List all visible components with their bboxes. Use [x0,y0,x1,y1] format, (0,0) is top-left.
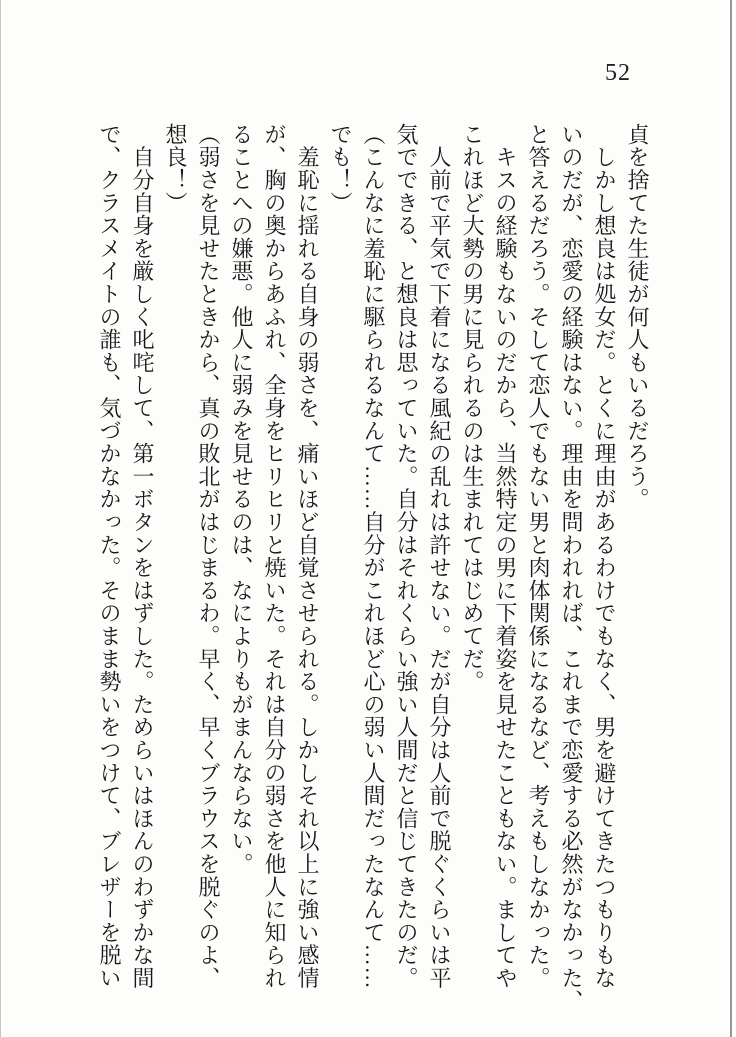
vertical-text-block [93,123,654,1013]
text-line-17: で、クラスメイトの誰も、気づかなかった。そのまま勢いをつけて、ブレザーを脱い [97,123,122,990]
page-number: 52 [605,60,631,86]
text-line-8: 気でできる、と想良は思っていた。自分はそれくらい強い人間だと信じてきたのだ。 [394,123,419,990]
text-line-5: キスの経験もないのだから、当然特定の男に下着姿を見せたこともない。ましてや [493,123,518,990]
text-line-3: いのだが、恋愛の経験はない。理由を問われれば、これまで恋愛する必然がなかった、 [559,123,584,1013]
text-line-2: しかし想良は処女だ。とくに理由があるわけでもなく、男を避けてきたつもりもな [592,123,617,990]
text-line-11: 羞恥に揺れる自身の弱さを、痛いほど自覚させられる。しかしそれ以上に強い感情 [295,123,320,990]
text-line-7: 人前で平気で下着になる風紀の乱れは許せない。だが自分は人前で脱ぐくらいは平 [427,123,452,990]
text-line-9: （こんなに羞恥に駆られるなんて……自分がこれほど心の弱い人間だったなんて…… [361,123,386,990]
text-line-4: と答えるだろう。そして恋人でもない男と肉体関係になるなど、考えもしなかった。 [526,123,551,990]
text-line-6: これほど大勢の男に見られるのは生まれてはじめてだ。 [460,123,485,693]
text-line-1: 貞を捨てた生徒が何人もいるだろう。 [625,123,650,511]
text-line-10: でも！） [328,123,353,215]
page-left-edge [0,0,1,1037]
text-line-13: ることへの嫌悪。他人に弱みを見せるのは、なによりもがまんならない。 [229,123,254,876]
text-line-16: 自分自身を厳しく叱咤して、第一ボタンをはずした。ためらいはほんのわずかな間 [130,123,155,990]
text-line-15: 想良！） [163,123,188,215]
page-right-edge [730,0,732,1037]
text-line-12: が、胸の奥からあふれ、全身をヒリヒリと焼いた。それは自分の弱さを他人に知られ [262,123,287,990]
text-line-14: （弱さを見せたときから、真の敗北がはじまるわ。早く、早くブラウスを脱ぐのよ、 [196,123,221,990]
